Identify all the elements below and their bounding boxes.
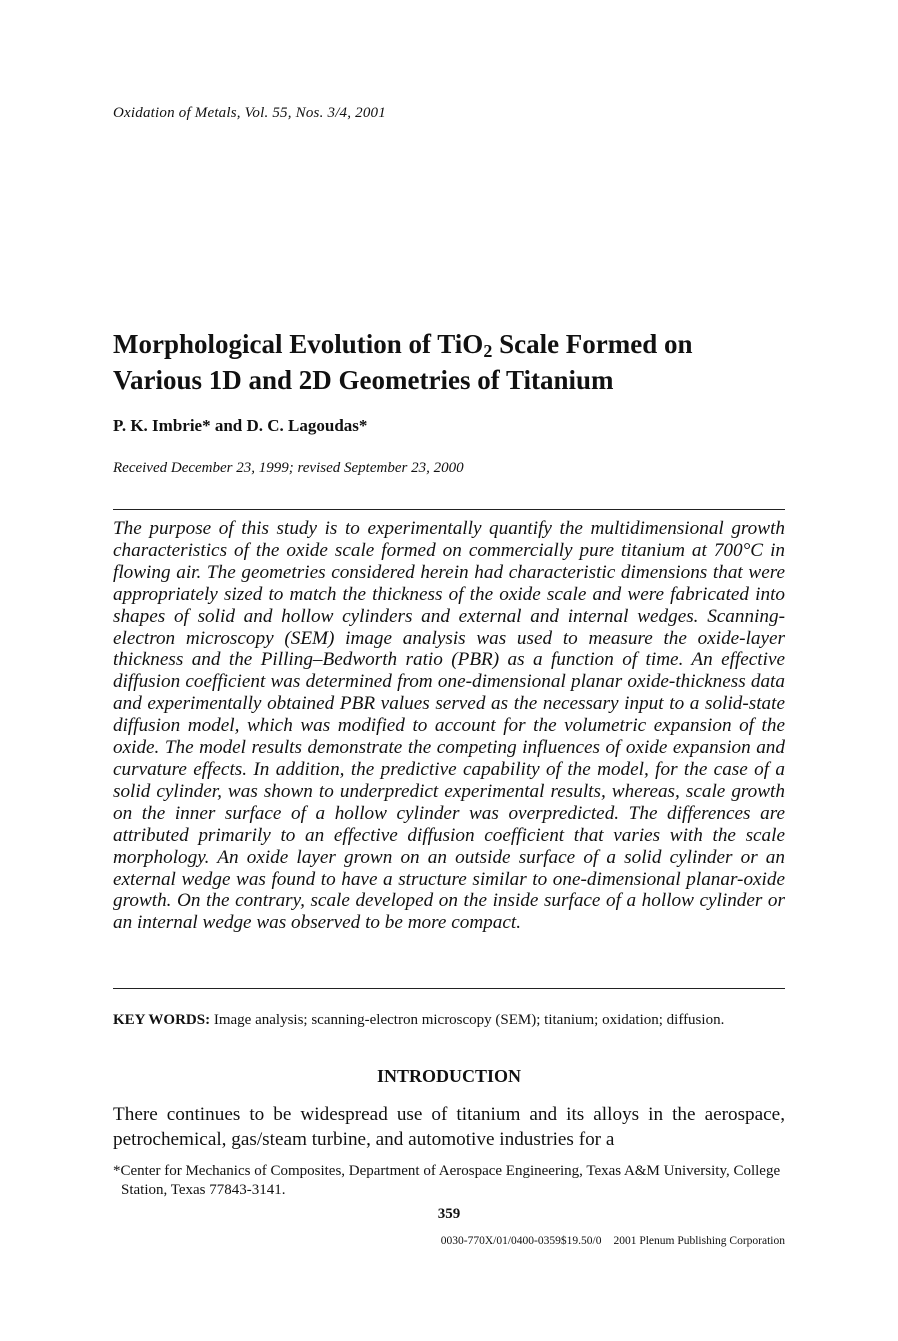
page-number: 359 <box>437 1206 461 1222</box>
authors: P. K. Imbrie* and D. C. Lagoudas* <box>113 416 368 435</box>
title-line2: Various 1D and 2D Geometries of Titanium <box>113 365 614 395</box>
copyright-code: 0030-770X/01/0400-0359$19.50/0 <box>440 1235 602 1247</box>
keywords-text: Image analysis; scanning-electron microscopy (SEM); titanium; oxidation; diffusion. <box>210 1012 725 1028</box>
section-heading-introduction: INTRODUCTION <box>376 1066 522 1086</box>
paper-page <box>113 0 785 1341</box>
keywords-label: KEY WORDS: <box>113 1012 211 1028</box>
paper-title <box>113 326 785 398</box>
keywords <box>113 1011 785 1030</box>
abstract-top-rule <box>113 509 785 510</box>
title-line1-part2: Scale Formed on <box>492 329 693 359</box>
author-affiliation-footnote: *Center for Mechanics of Composites, Department of Aerospace Engineering, Texas A&M University, College Station, Texas 77843-3141. <box>113 1163 781 1198</box>
title-subscript: 2 <box>483 341 493 361</box>
introduction-text: There continues to be widespread use of titanium and its alloys in the aerospace, petrochemical, gas/steam turbine, and automotive industries for a <box>113 1104 785 1150</box>
abstract: The purpose of this study is to experimentally quantify the multidimensional growth characteristics of the oxide scale formed on commercially pure titanium at 700°C in flowing air. The geometries considered herein had characteristic dimensions that were appropriately sized to match the thickness of the oxide scale and were fabricated into shapes of solid and hollow cylinders and external and internal wedges. Scanning-electron microscopy (SEM) image analysis was used to measure the oxide-layer thickness and the Pilling–Bedworth ratio (PBR) as a function of time. An effective diffusion coefficient was determined from one-dimensional planar oxide-thickness data and experimentally obtained PBR values served as the necessary input to a solid-state diffusion model, which was modified to account for the volumetric expansion of the oxide. The model results demonstrate the competing influences of oxide expansion and curvature effects. In addition, the predictive capability of the model, for the case of a solid cylinder, was shown to underpredict experimental results, whereas, scale growth on the inner surface of a hollow cylinder was overpredicted. The differences are attributed primarily to an effective diffusion coefficient that varies with the scale morphology. An oxide layer grown on an outside surface of a solid cylinder or an external wedge was found to have a structure similar to one-dimensional planar-oxide growth. On the contrary, scale developed on the inside surface of a hollow cylinder or an internal wedge was observed to be more compact. <box>113 518 785 934</box>
copyright-line <box>441 1235 785 1247</box>
title-line1-part1: Morphological Evolution of TiO <box>113 329 484 359</box>
journal-citation: Oxidation of Metals, Vol. 55, Nos. 3/4, 2001 <box>113 105 386 121</box>
copyright-holder: 2001 Plenum Publishing Corporation <box>613 1235 785 1247</box>
received-dates: Received December 23, 1999; revised September 23, 2000 <box>113 460 464 476</box>
abstract-bottom-rule <box>113 988 785 989</box>
